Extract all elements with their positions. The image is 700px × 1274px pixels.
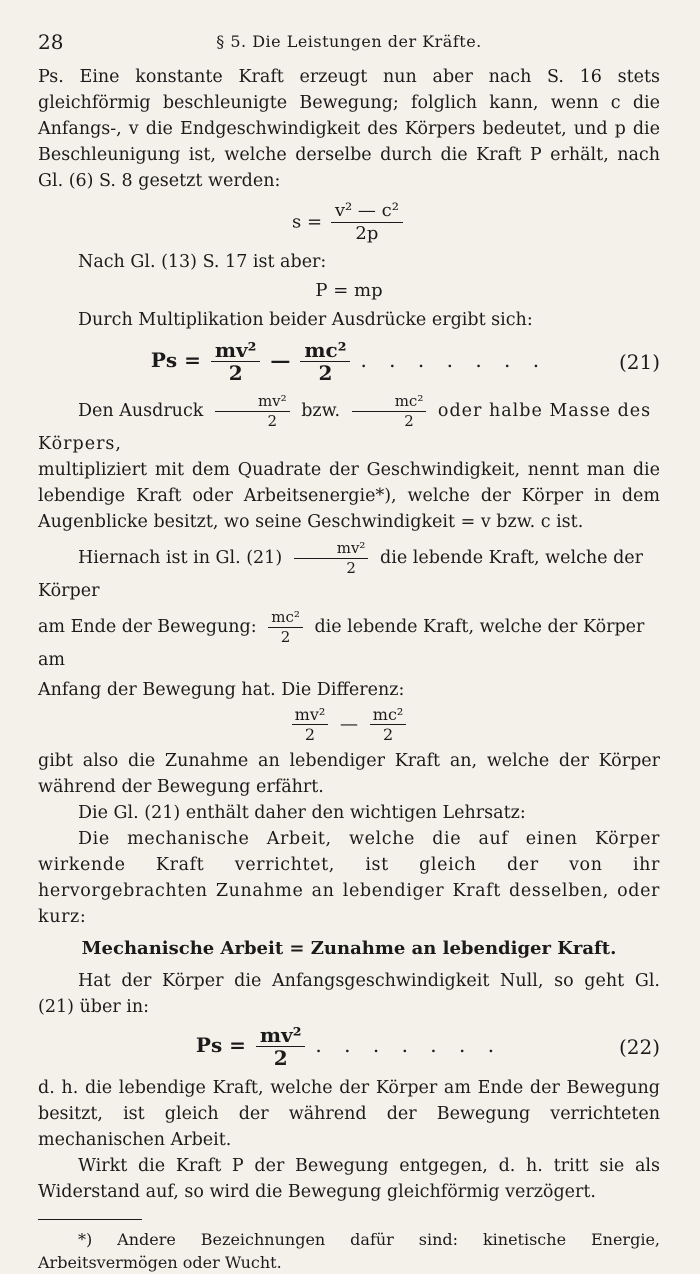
paragraph-6: gibt also die Zunahme an lebendiger Kraft an, welche der Körper während der Bewegung erfährt.: [38, 751, 660, 797]
equation-22-lhs: Ps =: [195, 1033, 246, 1057]
footnote-rule: [38, 1219, 142, 1220]
paragraph-5-f2-den: 2: [280, 628, 291, 646]
running-title: § 5. Die Leistungen der Kräfte.: [216, 32, 482, 51]
equation-difference-fraction-1: [292, 705, 329, 744]
paragraph-4-fraction-1: [215, 392, 290, 431]
equation-21-minus: —: [270, 348, 291, 372]
paragraph-5-post2: die lebende Kraft, welche der Körper am: [38, 617, 645, 670]
equation-21-den-2: 2: [318, 361, 333, 385]
equation-difference-den-1: 2: [304, 725, 316, 744]
paragraph-5-line-1: [38, 539, 660, 604]
paragraph-3: Durch Multiplikation beider Ausdrücke ergibt sich:: [78, 310, 533, 330]
paragraph-8: Die mechanische Arbeit, welche die auf einen Körper wirkende Kraft verrichtet, ist gleich der von ihr hervorgebrachten Zunahme an lebendiger Kraft desselben, oder kurz:: [38, 829, 660, 927]
paragraph-4-fraction-2: [352, 392, 427, 431]
paragraph-4-line-1: [38, 392, 660, 457]
paragraph-4-pre: Den Ausdruck: [78, 401, 204, 421]
paragraph-5-pre2: am Ende der Bewegung:: [38, 617, 257, 637]
equation-s-numerator: v² — c²: [331, 200, 403, 223]
equation-difference-fraction-2: [370, 705, 407, 744]
paragraph-4-f1-den: 2: [267, 412, 278, 430]
equation-22: [38, 1024, 660, 1069]
paragraph-4-f2-den: 2: [404, 412, 414, 430]
equation-21-fraction-2: [300, 339, 350, 384]
paragraph-2: Nach Gl. (13) S. 17 ist aber:: [78, 252, 327, 272]
equation-21-num-1: mv²: [211, 339, 261, 362]
footnote: *) Andere Bezeichnungen dafür sind: kinetische Energie, Arbeitsvermögen oder Wucht.: [38, 1230, 660, 1272]
equation-p: P = mp: [315, 280, 383, 301]
equation-difference-minus: —: [340, 713, 359, 735]
equation-difference-num-2: mc²: [370, 705, 407, 725]
equation-s-lhs: s =: [292, 211, 323, 233]
paragraph-4-f2-num: mc²: [352, 392, 427, 412]
paragraph-5-post: die lebende Kraft, welche der Körper: [38, 548, 644, 601]
paragraph-5-f1-den: 2: [346, 559, 356, 577]
paragraph-4-post: oder halbe Masse des Körpers,: [38, 401, 652, 454]
equation-22-den: 2: [273, 1046, 288, 1070]
theorem-heading: Mechanische Arbeit = Zunahme an lebendiger Kraft.: [81, 938, 617, 959]
equation-21-num-2: mc²: [300, 339, 350, 362]
paragraph-4-f1-num: mv²: [215, 392, 290, 412]
equation-21-fraction-1: [211, 339, 261, 384]
paragraph-5-line-3: Anfang der Bewegung hat. Die Differenz:: [38, 680, 405, 700]
paragraph-4-rest: multipliziert mit dem Quadrate der Geschwindigkeit, nennt man die lebendige Kraft oder Arbeitsenergie*), welche der Körper in dem Augenblicke besitzt, wo seine Geschwindigkeit = v bzw. c ist.: [38, 460, 660, 532]
paragraph-4-mid: bzw.: [301, 401, 341, 421]
page-number: 28: [38, 30, 64, 54]
equation-s: [38, 200, 660, 245]
paragraph-11: Wirkt die Kraft P der Bewegung entgegen, d. h. tritt sie als Widerstand auf, so wird die Bewegung gleichförmig verzögert.: [38, 1156, 660, 1202]
paragraph-9: Hat der Körper die Anfangsgeschwindigkeit Null, so geht Gl. (21) über in:: [38, 971, 660, 1017]
equation-21: [38, 339, 660, 384]
paragraph-5-f1-num: mv²: [294, 539, 369, 559]
paragraph-10: d. h. die lebendige Kraft, welche der Körper am Ende der Bewegung besitzt, ist gleich der während der Bewegung verrichteten mechanischen Arbeit.: [38, 1078, 660, 1150]
paragraph-5-pre: Hiernach ist in Gl. (21): [78, 548, 283, 568]
equation-22-fraction: [256, 1024, 306, 1069]
paragraph-5-f2-num: mc²: [268, 608, 303, 628]
paragraph-1: Ps. Eine konstante Kraft erzeugt nun aber nach S. 16 stets gleichförmig beschleunigte Bewegung; folglich kann, wenn c die Anfangs-, v die Endgeschwindigkeit des Körpers bedeutet, und p die Beschleunigung ist, welche derselbe durch die Kraft P erhält, nach Gl. (6) S. 8 gesetzt werden:: [38, 67, 660, 191]
equation-21-dots: . . . . . . .: [360, 348, 548, 372]
equation-21-den-1: 2: [228, 361, 243, 385]
paragraph-7: Die Gl. (21) enthält daher den wichtigen Lehrsatz:: [78, 803, 526, 823]
equation-difference: [38, 705, 660, 744]
equation-22-number: (22): [618, 1034, 660, 1059]
equation-21-lhs: Ps =: [150, 348, 201, 372]
equation-21-number: (21): [618, 349, 660, 374]
paragraph-5-fraction-2: [268, 608, 303, 647]
page-header: [38, 24, 660, 60]
equation-difference-den-2: 2: [382, 725, 394, 744]
book-page: [38, 24, 660, 1274]
equation-s-fraction: [331, 200, 403, 245]
paragraph-5-line-2: [38, 608, 660, 673]
paragraph-5-fraction-1: [294, 539, 369, 578]
equation-22-dots: . . . . . . .: [315, 1033, 503, 1057]
equation-difference-num-1: mv²: [292, 705, 329, 725]
equation-22-num: mv²: [256, 1024, 306, 1047]
equation-s-denominator: 2p: [355, 223, 379, 244]
